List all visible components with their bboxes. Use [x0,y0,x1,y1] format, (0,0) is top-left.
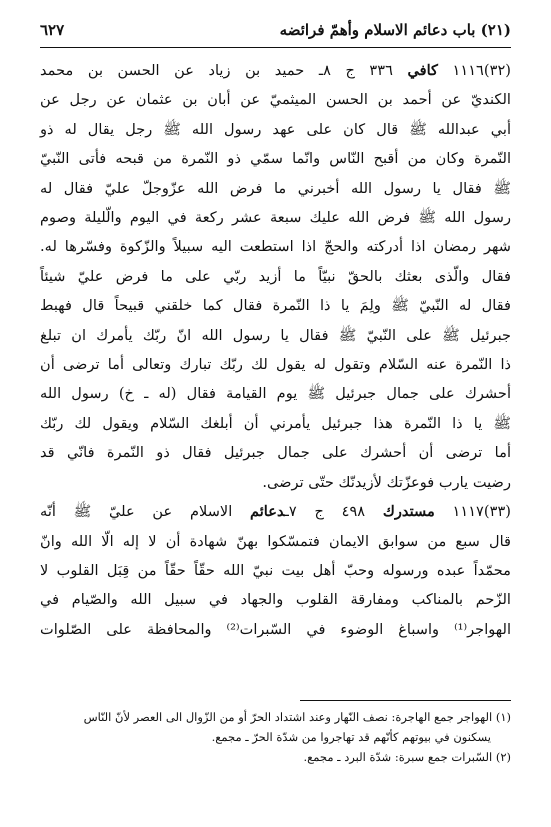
text-line: فقال والّذى بعثك بالحقّ نبيّاً ما أزيد ربّي على ما فرض عليّ شيئاً [40,267,511,285]
text-line: فقال له النّبيّ ﷺ ولِمَ يا ذا النّمرة فقال كما خلقني قبيحاً قال فهبط [40,297,511,315]
footnote-separator [300,700,511,701]
text-line: النّمرة وكان من أقبح النّاس وانّما سمّي ذو النّمرة من قبحه فأتى النّبيّ [40,150,511,168]
text-line: قال سبع من سوابق الايمان فتمسّكوا بهنّ شهادة أن لا إله الّا الله وانّ [40,532,511,550]
text-line: رسول الله ﷺ فرض الله عليك سبعة عشر ركعة في اليوم والّليلة وصوم [40,209,511,227]
page-header [40,18,511,42]
hadith-1116-first-line [40,56,511,85]
chapter-title: (٢١) باب دعائم الاسلام وأهمّ فرائضه [279,21,511,39]
hadith-1117-chain: الاسلام عن عليّ ﷺ أنّه [40,503,233,521]
hadith-1117-volume: ٤٩٨ ج ٧ـ [284,503,366,521]
text-line: ذا النّمرة عنه السّلام وتقول له يقول لك ربّك تبارك وتعالى أما ترضى أن [40,356,511,374]
text-line: أحشرك على جمال جبرئيل ﷺ يوم القيامة فقال (له ـ خ) رسول الله [40,385,511,403]
text-line: الكنديّ عن أحمد بن الحسن الميثميّ عن أبان بن عثمان عن رجل عن [40,91,511,109]
text-line: الزّحم بالمناكب ومفارقة القلوب والجهاد في سبيل الله والصّيام في [40,591,511,609]
source-name: مستدرك [382,503,435,521]
hadith-1117-first-line [40,497,511,526]
hadith-1117 [40,497,511,644]
source-name: كافي [407,62,439,79]
text-line: الهواجر⁽¹⁾ واسباغ الوضوء في السّبرات⁽²⁾ والمحافظة على الصّلوات [40,620,512,638]
text-line: أما ترضى أن أحشرك على جمال جبرئيل فقال ذو النّمرة فانّي قد [40,444,511,462]
book-name: دعائم [250,503,285,521]
text-line: ﷺ فقال يا رسول الله أخبرني ما فرض الله عزّوجلّ عليّ فقال له [40,179,511,197]
text-line: ﷺ يا ذا النّمرة هذا جبرئيل يأمرني أن أبلغك السّلام ويقول لك ربّك [40,414,511,432]
footnotes [40,707,511,767]
text-line: محمّداً عبده ورسوله وحبّ أهل بيت نبيّ الله حقّاً حقّاً من قِبَل القلوب لا [40,561,511,579]
hadith-1116 [40,56,511,497]
text-line: رضيت يارب فوعزّتك لأزيدنّك حتّى ترضى. [262,473,511,491]
text-line: جبرئيل ﷺ على النّبيّ ﷺ فقال يا رسول الله انّ ربّك يأمرك ان تبلغ [40,326,511,344]
text-line: شهر رمضان اذا أدركته والحجّ اذا استطعت اليه سبيلاً والزّكوة وفسّرها له. [40,238,511,256]
text-line: أبي عبدالله ﷺ قال كان على عهد رسول الله ﷺ رجل يقال له ذو [40,120,511,138]
hadith-1116-chain: ٣٣٦ ج ٨ـ حميد بن زياد عن الحسن بن محمد [40,62,393,79]
header-divider [40,47,511,48]
page-number: ٦٢٧ [40,21,65,39]
hadith-number: (٣٣)١١١٧ [452,503,511,521]
footnote-1: (١) الهواجر جمع الهاجرة: نصف النّهار وعند اشتداد الحرّ أو من الزّوال الى العصر لأنّ النّاس [83,710,511,724]
hadith-number: (٣٢)١١١٦ [452,62,511,79]
footnote-2: (٢) السّبرات جمع سبرة: شدّة البرد ـ مجمع. [303,750,511,764]
footnote-1-continued: يسكنون في بيوتهم كأنّهم قد تهاجروا من شدّة الحرّ ـ مجمع. [211,730,491,744]
main-text [40,56,511,644]
